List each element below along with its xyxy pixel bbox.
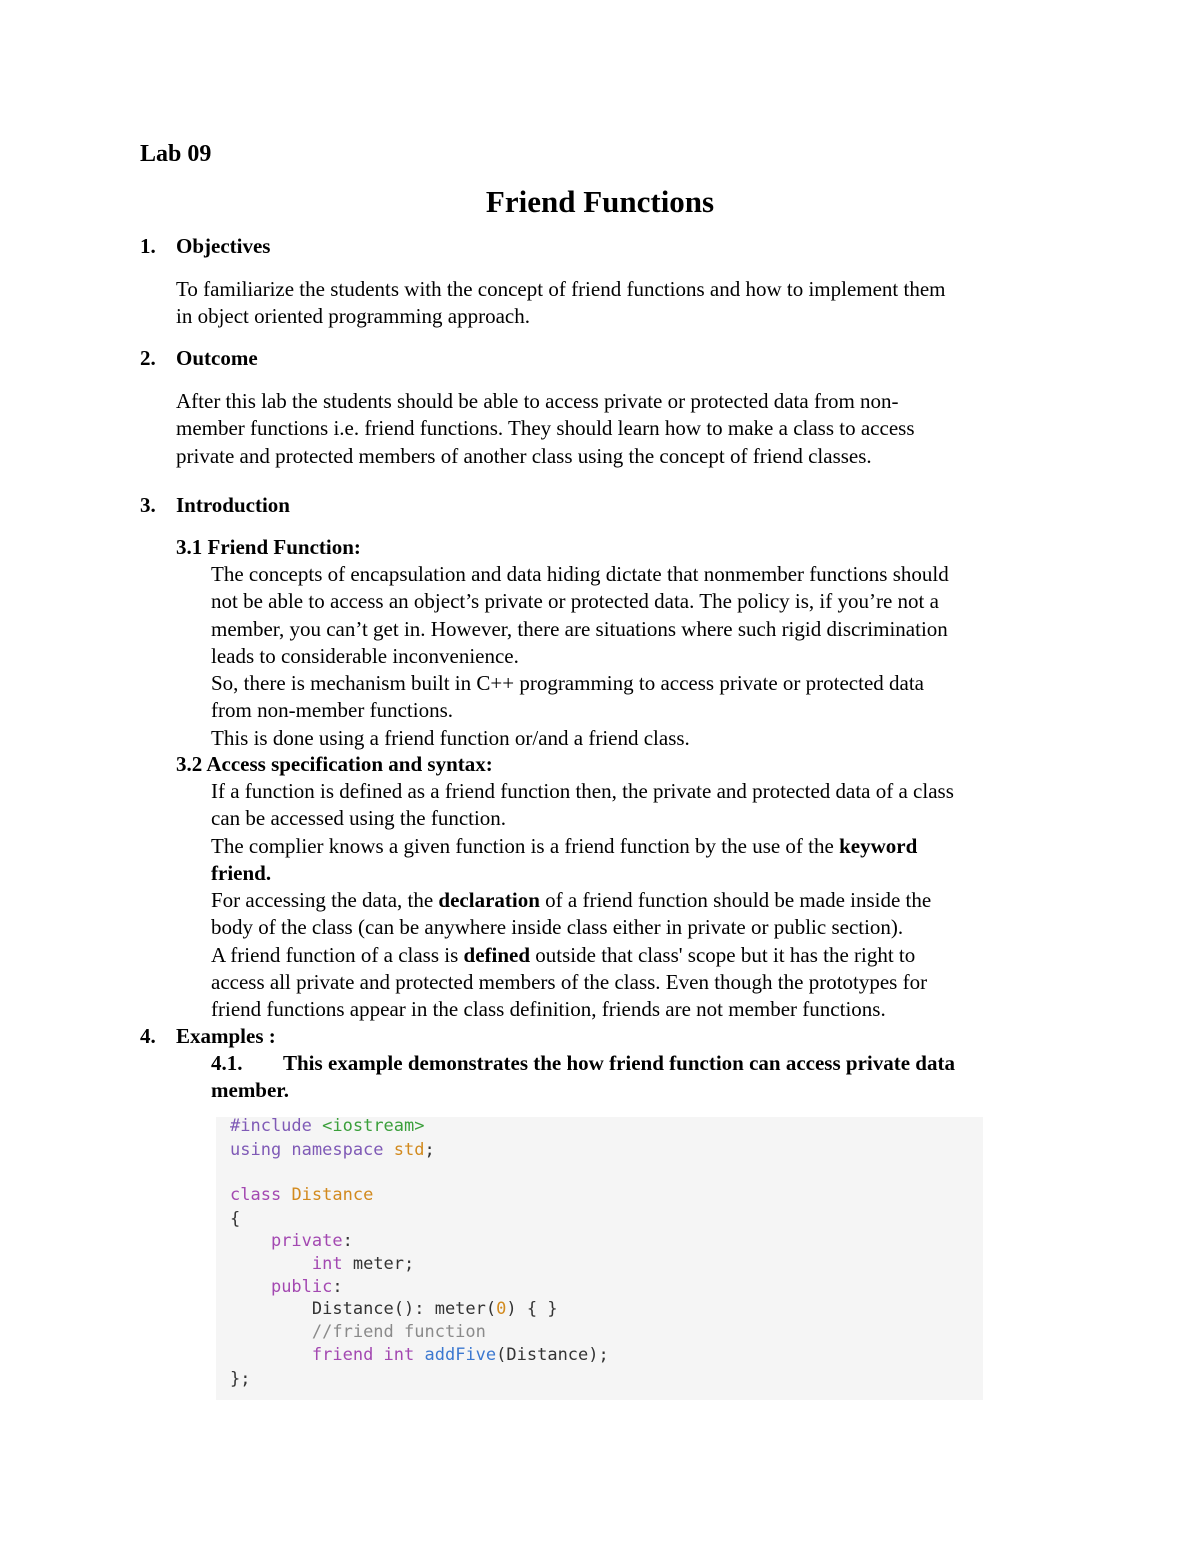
access-spec-text bbox=[211, 778, 1058, 1024]
keyword-emphasis: declaration bbox=[438, 888, 540, 913]
text-line: leads to considerable inconvenience. bbox=[211, 643, 519, 668]
example-number: 4.1. bbox=[211, 1051, 243, 1075]
text-line: To familiarize the students with the concept of friend functions and how to implement them bbox=[176, 277, 946, 301]
section-3-number: 3. bbox=[140, 493, 156, 517]
text-line: can be accessed using the function. bbox=[211, 806, 507, 831]
text-line: access all private and protected members of the class. Even though the prototypes for bbox=[211, 970, 928, 995]
code-line: class Distance bbox=[230, 1185, 374, 1205]
section-2-heading: Outcome bbox=[176, 346, 258, 370]
example-description-cont: member. bbox=[211, 1078, 289, 1102]
text-line: The concepts of encapsulation and data hiding dictate that nonmember functions should bbox=[211, 562, 949, 586]
text-line: For accessing the data, the declaration of a friend function should be made inside the bbox=[211, 888, 932, 913]
code-line: int meter; bbox=[311, 1254, 415, 1274]
section-1-heading: Objectives bbox=[176, 234, 271, 258]
text-line: The complier knows a given function is a friend function by the use of the keyword bbox=[211, 833, 918, 858]
outcome-text bbox=[176, 388, 1058, 470]
section-1-number: 1. bbox=[140, 234, 156, 258]
subsection-3-2-heading: 3.2 Access specification and syntax: bbox=[176, 752, 493, 776]
text-line: After this lab the students should be able to access private or protected data from non- bbox=[176, 389, 899, 413]
code-line: friend int addFive(Distance); bbox=[311, 1345, 609, 1365]
keyword-emphasis: keyword bbox=[839, 833, 918, 858]
objectives-text bbox=[176, 276, 1058, 331]
code-line: private: bbox=[270, 1231, 353, 1251]
lab-number: Lab 09 bbox=[140, 141, 212, 167]
example-description: This example demonstrates the how friend function can access private data bbox=[283, 1051, 955, 1075]
keyword-emphasis: friend. bbox=[211, 860, 272, 885]
text-line: So, there is mechanism built in C++ programming to access private or protected data bbox=[211, 671, 924, 696]
text-line: not be able to access an object’s private or protected data. The policy is, if you’re not a bbox=[211, 589, 939, 614]
keyword-emphasis: defined bbox=[463, 942, 531, 967]
section-3-heading: Introduction bbox=[176, 493, 290, 517]
code-line: { bbox=[230, 1209, 241, 1229]
code-line: #include <iostream> bbox=[230, 1116, 425, 1136]
code-line: Distance(): meter(0) { } bbox=[311, 1299, 558, 1319]
text-line: A friend function of a class is defined outside that class' scope but it has the right to bbox=[211, 942, 916, 967]
text-line: member, you can’t get in. However, there are situations where such rigid discrimination bbox=[211, 616, 948, 641]
code-line: //friend function bbox=[311, 1322, 486, 1342]
text-line: private and protected members of another class using the concept of friend classes. bbox=[176, 443, 872, 468]
text-line: in object oriented programming approach. bbox=[176, 304, 530, 329]
code-line: }; bbox=[230, 1369, 251, 1389]
text-line: body of the class (can be anywhere inside class either in private or public section). bbox=[211, 915, 904, 940]
text-line bbox=[211, 860, 1058, 887]
text-line: This is done using a friend function or/and a friend class. bbox=[211, 725, 690, 750]
subsection-3-1-heading: 3.1 Friend Function: bbox=[176, 535, 361, 559]
text-line: from non-member functions. bbox=[211, 698, 454, 723]
text-line: If a function is defined as a friend function then, the private and protected data of a class bbox=[211, 779, 954, 803]
code-line: public: bbox=[270, 1277, 343, 1297]
code-line: using namespace std; bbox=[230, 1140, 435, 1160]
page-title: Friend Functions bbox=[485, 184, 715, 219]
text-line: member functions i.e. friend functions. They should learn how to make a class to access bbox=[176, 416, 915, 441]
friend-function-text bbox=[211, 561, 1058, 752]
section-2-number: 2. bbox=[140, 346, 156, 370]
section-4-number: 4. bbox=[140, 1024, 156, 1048]
section-4-heading: Examples : bbox=[176, 1024, 276, 1048]
text-line: friend functions appear in the class definition, friends are not member functions. bbox=[211, 997, 886, 1022]
